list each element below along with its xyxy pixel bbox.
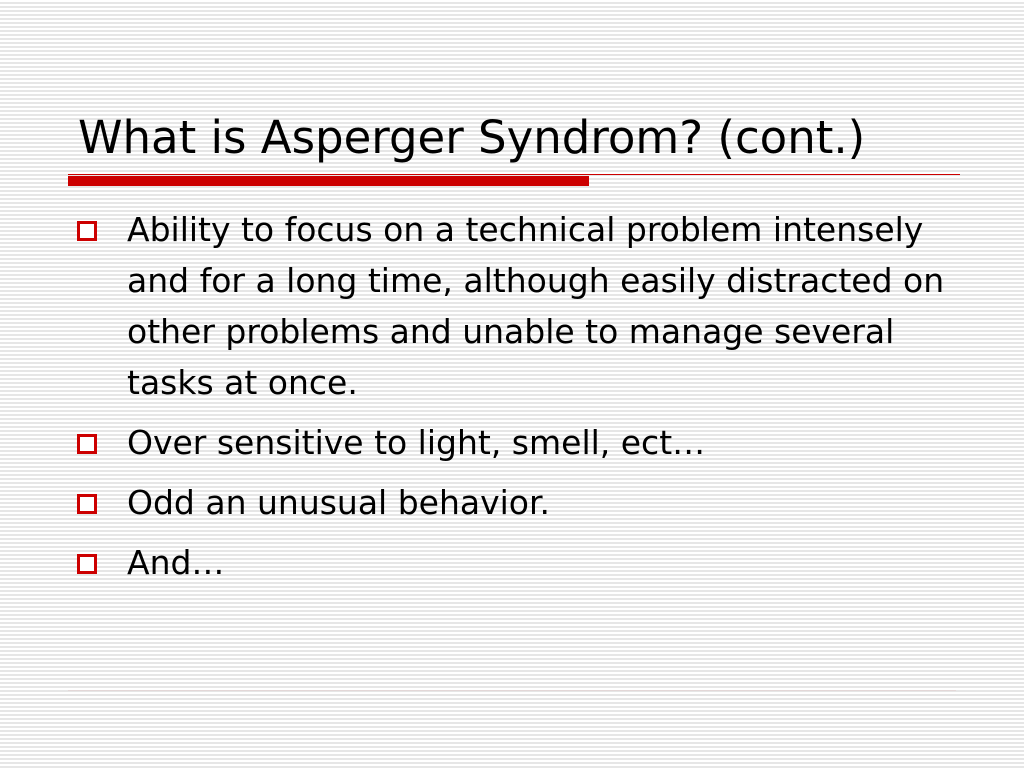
bullet-text: Over sensitive to light, smell, ect…: [127, 423, 706, 462]
title-underline-thin: [68, 174, 960, 175]
title-underline-thick: [68, 176, 589, 186]
bullet-item: [77, 417, 977, 468]
hollow-square-icon: [77, 221, 97, 241]
bullet-item: [77, 477, 977, 528]
bullet-item: [77, 204, 977, 408]
hollow-square-icon: [77, 494, 97, 514]
bullet-text: And…: [127, 543, 225, 582]
slide-title: What is Asperger Syndrom? (cont.): [78, 111, 866, 164]
hollow-square-icon: [77, 554, 97, 574]
hollow-square-icon: [77, 434, 97, 454]
footer-divider: [68, 690, 956, 691]
bullet-item: [77, 537, 977, 588]
bullet-list: [77, 204, 977, 597]
bullet-text: Odd an unusual behavior.: [127, 483, 551, 522]
bullet-text: Ability to focus on a technical problem intensely and for a long time, although easily distracted on other problems and unable to manage several tasks at once.: [127, 210, 945, 402]
